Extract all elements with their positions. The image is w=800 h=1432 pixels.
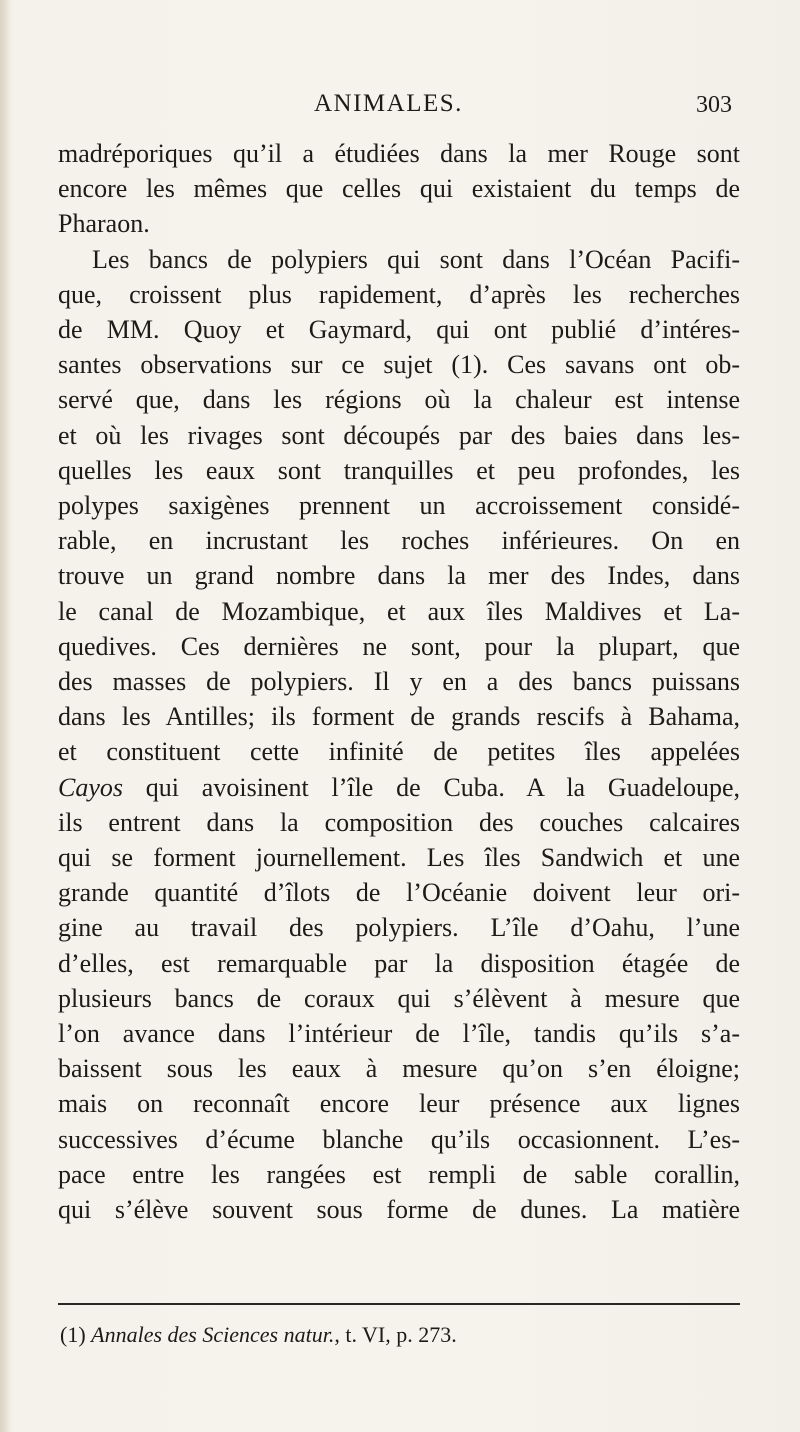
footnote <box>60 1322 457 1348</box>
page-edge-shadow <box>0 0 10 1432</box>
text-line: Pharaon. <box>58 209 150 239</box>
text-line: et où les rivages sont découpés par des baies dans les- <box>58 420 740 450</box>
running-title: ANIMALES. <box>314 90 463 117</box>
text-line: des masses de polypiers. Il y en a des bancs puissans <box>58 667 740 697</box>
text-line: encore les mêmes que celles qui existaient du temps de <box>58 174 740 204</box>
text-line: quedives. Ces dernières ne sont, pour la plupart, que <box>58 631 740 661</box>
italic-term: Cayos <box>58 772 123 802</box>
page-header <box>0 90 800 124</box>
text-line: baissent sous les eaux à mesure qu’on s’en éloigne; <box>58 1054 740 1084</box>
text-line: polypes saxigènes prennent un accroissement considé- <box>58 491 740 521</box>
text-line: pace entre les rangées est rempli de sable corallin, <box>58 1159 740 1189</box>
text-line: successives d’écume blanche qu’ils occasionnent. L’es- <box>58 1124 740 1154</box>
text-line: plusieurs bancs de coraux qui s’élèvent à mesure que <box>58 983 740 1013</box>
text-line: grande quantité d’îlots de l’Océanie doivent leur ori- <box>58 878 740 908</box>
text-line: gine au travail des polypiers. L’île d’Oahu, l’une <box>58 913 740 943</box>
text-line: et constituent cette infinité de petites îles appelées <box>58 737 740 767</box>
footnote-divider <box>58 1303 740 1305</box>
text-line: trouve un grand nombre dans la mer des Indes, dans <box>58 561 740 591</box>
text-line: dans les Antilles; ils forment de grands rescifs à Bahama, <box>58 702 740 732</box>
text-line: qui se forment journellement. Les îles Sandwich et une <box>58 843 740 873</box>
text-line: le canal de Mozambique, et aux îles Maldives et La- <box>58 596 740 626</box>
footnote-reference: , t. VI, p. 273. <box>334 1322 457 1347</box>
text-line: que, croissent plus rapidement, d’après les recherches <box>58 279 740 309</box>
footnote-source: Annales des Sciences natur. <box>91 1322 335 1347</box>
text-line: l’on avance dans l’intérieur de l’île, tandis qu’ils s’a- <box>58 1019 740 1049</box>
footnote-marker: (1) <box>60 1322 86 1347</box>
text-line: Les bancs de polypiers qui sont dans l’Océan Pacifi- <box>92 244 740 274</box>
text-line: mais on reconnaît encore leur présence aux lignes <box>58 1089 740 1119</box>
text-line: rable, en incrustant les roches inférieures. On en <box>58 526 740 556</box>
text-line: quelles les eaux sont tranquilles et peu profondes, les <box>58 455 740 485</box>
text-line: servé que, dans les régions où la chaleur est intense <box>58 385 740 415</box>
text-line-rest: qui avoisinent l’île de Cuba. A la Guadeloupe, <box>145 772 740 802</box>
text-line: de MM. Quoy et Gaymard, qui ont publié d’intéres- <box>58 315 740 345</box>
text-line-with-italic <box>58 770 740 805</box>
text-line: ils entrent dans la composition des couches calcaires <box>58 807 740 837</box>
body-text <box>58 136 740 1227</box>
page-number: 303 <box>696 92 732 118</box>
text-line: qui s’élève souvent sous forme de dunes. La matière <box>58 1195 740 1225</box>
text-line: madréporiques qu’il a étudiées dans la mer Rouge sont <box>58 139 740 168</box>
text-line: d’elles, est remarquable par la disposition étagée de <box>58 948 740 978</box>
text-line: santes observations sur ce sujet (1). Ces savans ont ob- <box>58 350 740 380</box>
